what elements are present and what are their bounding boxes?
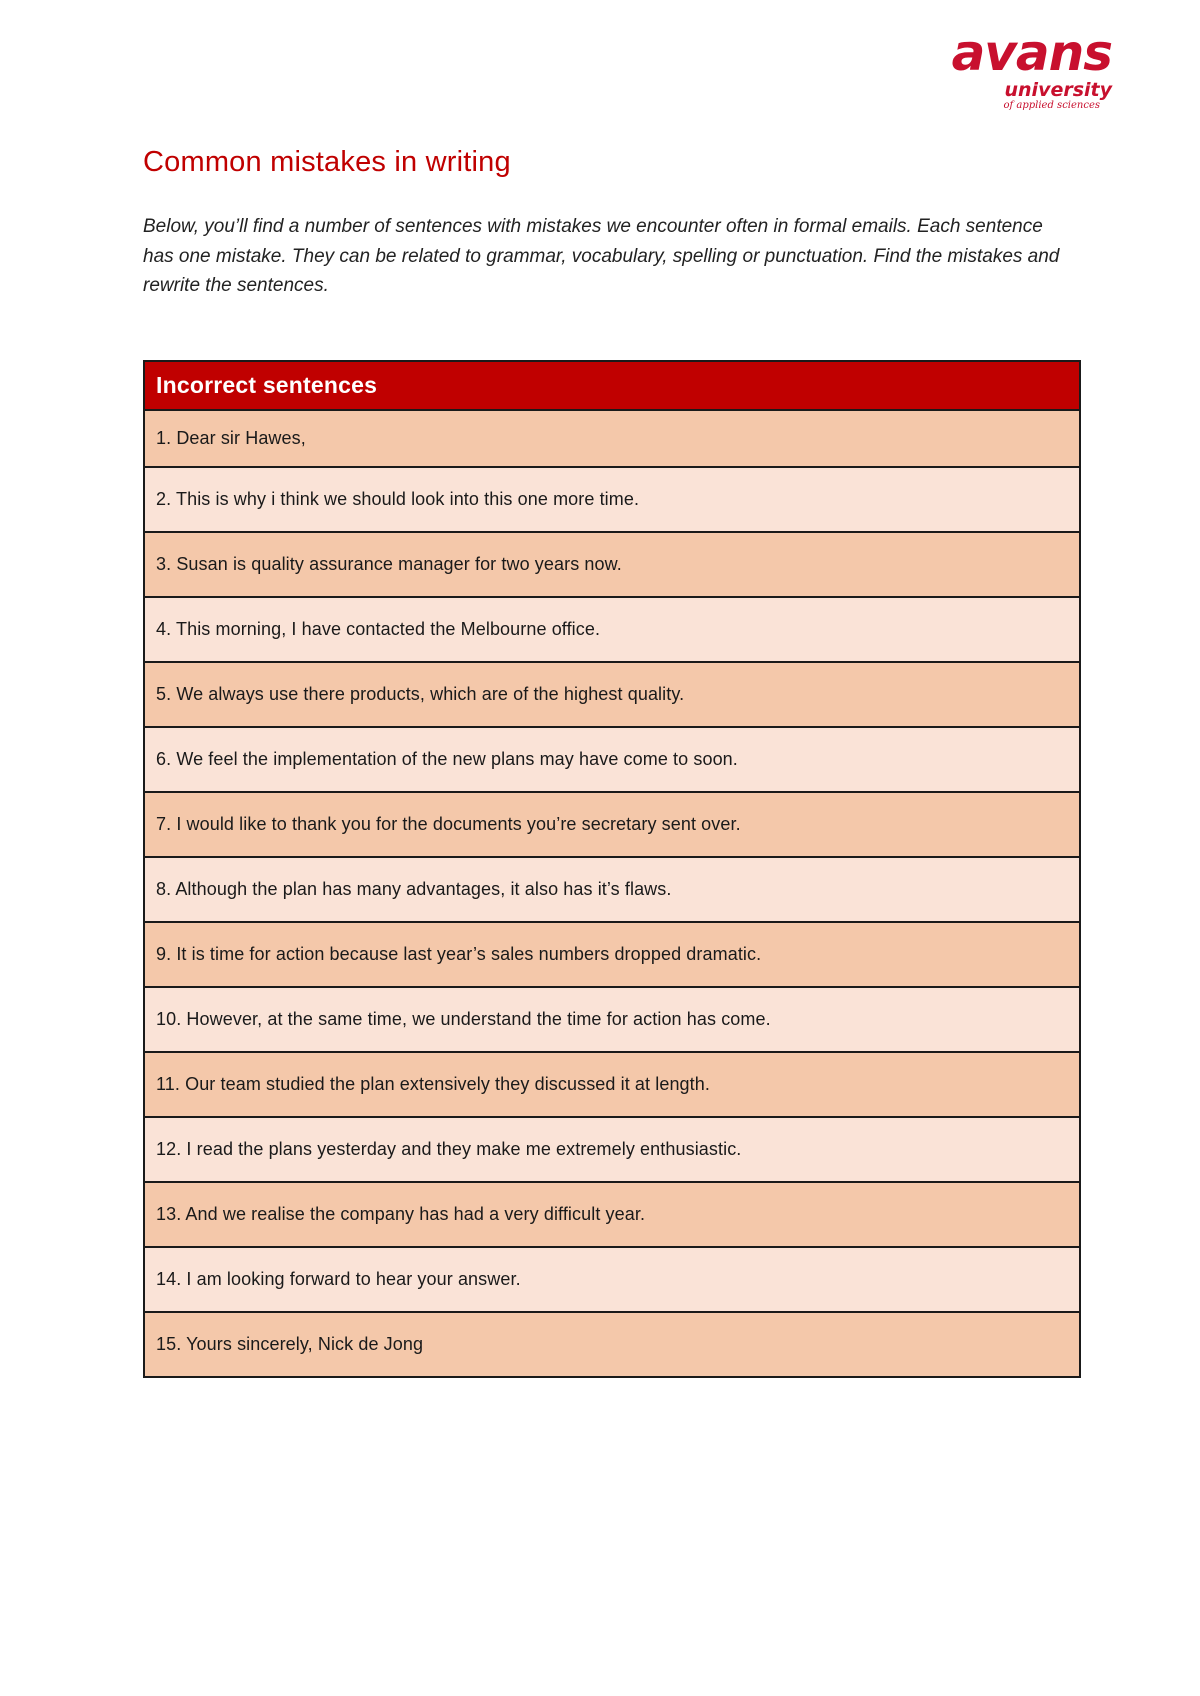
table-row bbox=[144, 792, 1080, 857]
page-title: Common mistakes in writing bbox=[143, 146, 511, 178]
table-row bbox=[144, 1312, 1080, 1377]
table-row bbox=[144, 987, 1080, 1052]
sentence-cell: 1. Dear sir Hawes, bbox=[144, 410, 1080, 467]
sentence-cell: 12. I read the plans yesterday and they make me extremely enthusiastic. bbox=[144, 1117, 1080, 1182]
sentence-cell: 5. We always use there products, which are of the highest quality. bbox=[144, 662, 1080, 727]
sentence-cell: 2. This is why i think we should look into this one more time. bbox=[144, 467, 1080, 532]
table-row bbox=[144, 410, 1080, 467]
table-header: Incorrect sentences bbox=[144, 361, 1080, 410]
table-row bbox=[144, 922, 1080, 987]
table-row bbox=[144, 1052, 1080, 1117]
table-row bbox=[144, 727, 1080, 792]
sentences-table bbox=[143, 360, 1081, 1378]
logo-university: university bbox=[1004, 79, 1112, 101]
sentence-cell: 13. And we realise the company has had a very difficult year. bbox=[144, 1182, 1080, 1247]
sentence-cell: 6. We feel the implementation of the new plans may have come to soon. bbox=[144, 727, 1080, 792]
sentence-cell: 8. Although the plan has many advantages, it also has it’s flaws. bbox=[144, 857, 1080, 922]
table-row bbox=[144, 857, 1080, 922]
table-row bbox=[144, 467, 1080, 532]
logo-brand: avans bbox=[951, 24, 1112, 82]
table-row bbox=[144, 1247, 1080, 1312]
sentence-cell: 14. I am looking forward to hear your answer. bbox=[144, 1247, 1080, 1312]
intro-paragraph: Below, you’ll find a number of sentences with mistakes we encounter often in formal emails. Each sentence has one mistake. They can be related to grammar, vocabulary, spelling or punctuation. Find the mistakes and rewrite the sentences. bbox=[143, 216, 1060, 296]
sentence-cell: 10. However, at the same time, we understand the time for action has come. bbox=[144, 987, 1080, 1052]
table-row bbox=[144, 1182, 1080, 1247]
sentence-cell: 3. Susan is quality assurance manager for two years now. bbox=[144, 532, 1080, 597]
sentence-cell: 4. This morning, I have contacted the Melbourne office. bbox=[144, 597, 1080, 662]
table-row bbox=[144, 662, 1080, 727]
sentence-cell: 11. Our team studied the plan extensively they discussed it at length. bbox=[144, 1052, 1080, 1117]
logo-tagline: of applied sciences bbox=[1003, 100, 1100, 111]
table-row bbox=[144, 532, 1080, 597]
table-header-row bbox=[144, 361, 1080, 410]
table-row bbox=[144, 1117, 1080, 1182]
table-row bbox=[144, 597, 1080, 662]
sentence-cell: 9. It is time for action because last year’s sales numbers dropped dramatic. bbox=[144, 922, 1080, 987]
avans-logo bbox=[892, 24, 1112, 112]
sentence-cell: 15. Yours sincerely, Nick de Jong bbox=[144, 1312, 1080, 1377]
sentence-cell: 7. I would like to thank you for the documents you’re secretary sent over. bbox=[144, 792, 1080, 857]
